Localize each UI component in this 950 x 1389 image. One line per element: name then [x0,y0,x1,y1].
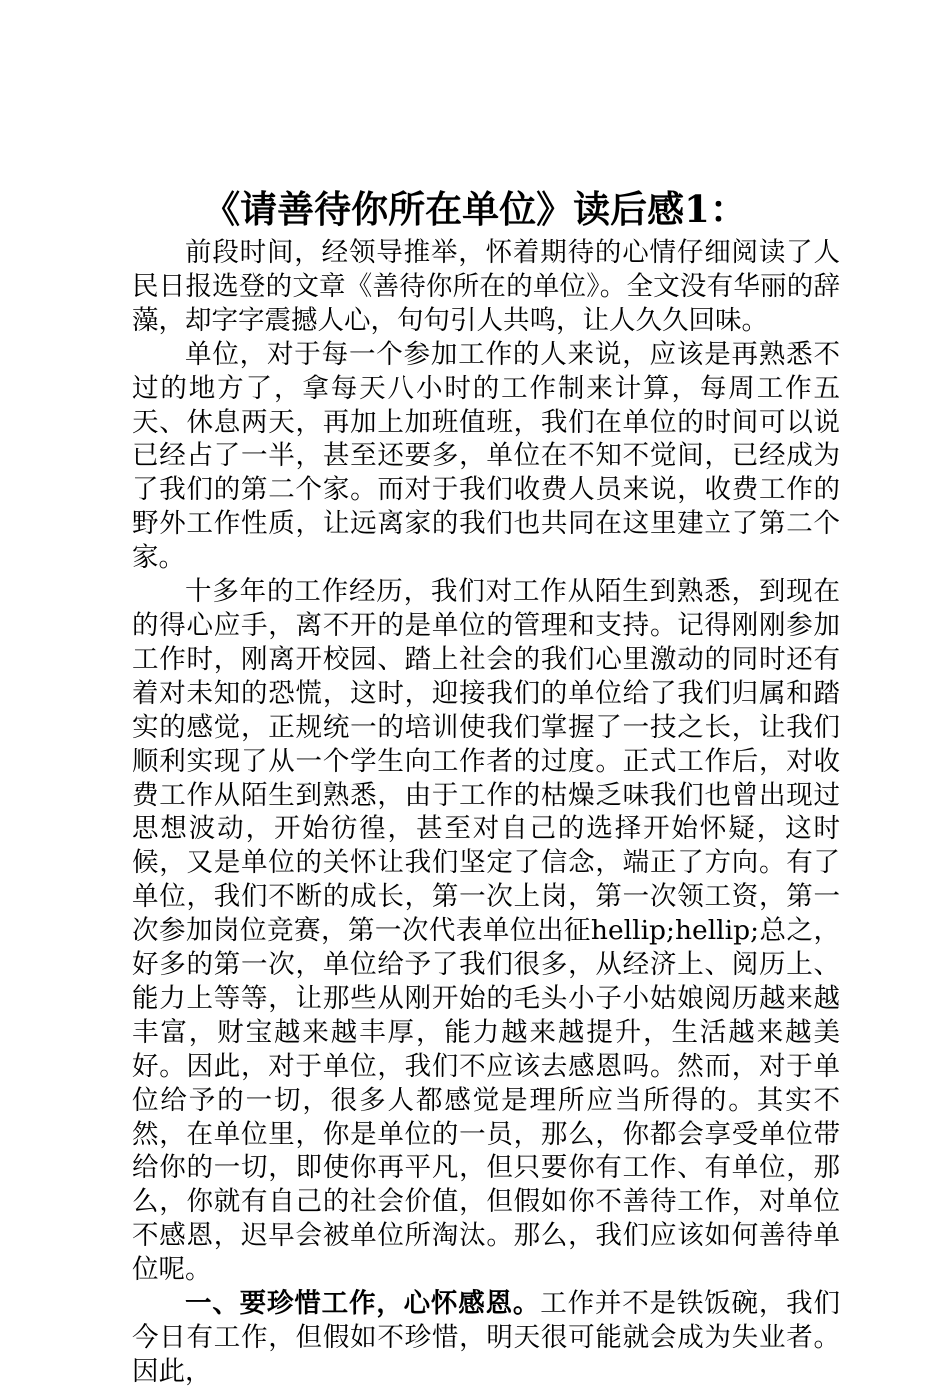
paragraph-text: 单位，对于每一个参加工作的人来说，应该是再熟悉不过的地方了，拿每天八小时的工作制来计算，每周工作五天、休息两天，再加上加班值班，我们在单位的时间可以说已经占了一半，甚至还要多，单位在不知不觉间，已经成为了我们的第二个家。而对于我们收费人员来说，收费工作的野外工作性质，让远离家的我们也共同在这里建立了第二个家。 [132,338,840,574]
paragraph-text: 十多年的工作经历，我们对工作从陌生到熟悉，到现在的得心应手，离不开的是单位的管理和支持。记得刚刚参加工作时，刚离开校园、踏上社会的我们心里激动的同时还有着对未知的恐慌，这时，迎接我们的单位给了我们归属和踏实的感觉，正规统一的培训使我们掌握了一技之长，让我们顺利实现了从一个学生向工作者的过度。正式工作后，对收费工作从陌生到熟悉，由于工作的枯燥乏味我们也曾出现过思想波动，开始彷徨，甚至对自己的选择开始怀疑，这时候，又是单位的关怀让我们坚定了信念，端正了方向。有了单位，我们不断的成长，第一次上岗，第一次领工资，第一次参加岗位竞赛，第一次代表单位出征hellip;hellip;总之，好多的第一次，单位给予了我们很多，从经济上、阅历上、能力上等等，让那些从刚开始的毛头小子小姑娘阅历越来越丰富，财宝越来越丰厚，能力越来越提升，生活越来越美好。因此，对于单位，我们不应该去感恩吗。然而，对于单位给予的一切，很多人都感觉是理所应当所得的。其实不然，在单位里，你是单位的一员，那么，你都会享受单位带给你的一切，即使你再平凡，但只要你有工作、有单位，那么，你就有自己的社会价值，但假如你不善待工作，对单位不感恩，迟早会被单位所淘汰。那么，我们应该如何善待单位呢。 [132,576,840,1286]
document-title: 《请善待你所在单位》读后感1： [203,187,747,231]
document-body [132,236,840,1389]
paragraph-text: 前段时间，经领导推举，怀着期待的心情仔细阅读了人民日报选登的文章《善待你所在的单位》。全文没有华丽的辞藻，却字字震撼人心，句句引人共鸣，让人久久回味。 [132,237,840,336]
paragraph-text: 工作并不是铁饭碗，我们今日有工作，但假如不珍惜，明天很可能就会成为失业者。因此， [132,1288,841,1387]
paragraph [132,575,840,1287]
section-heading: 一、要珍惜工作，心怀感恩。 [185,1288,541,1320]
paragraph [132,1287,840,1389]
paragraph [132,236,840,338]
paragraph [132,338,840,575]
